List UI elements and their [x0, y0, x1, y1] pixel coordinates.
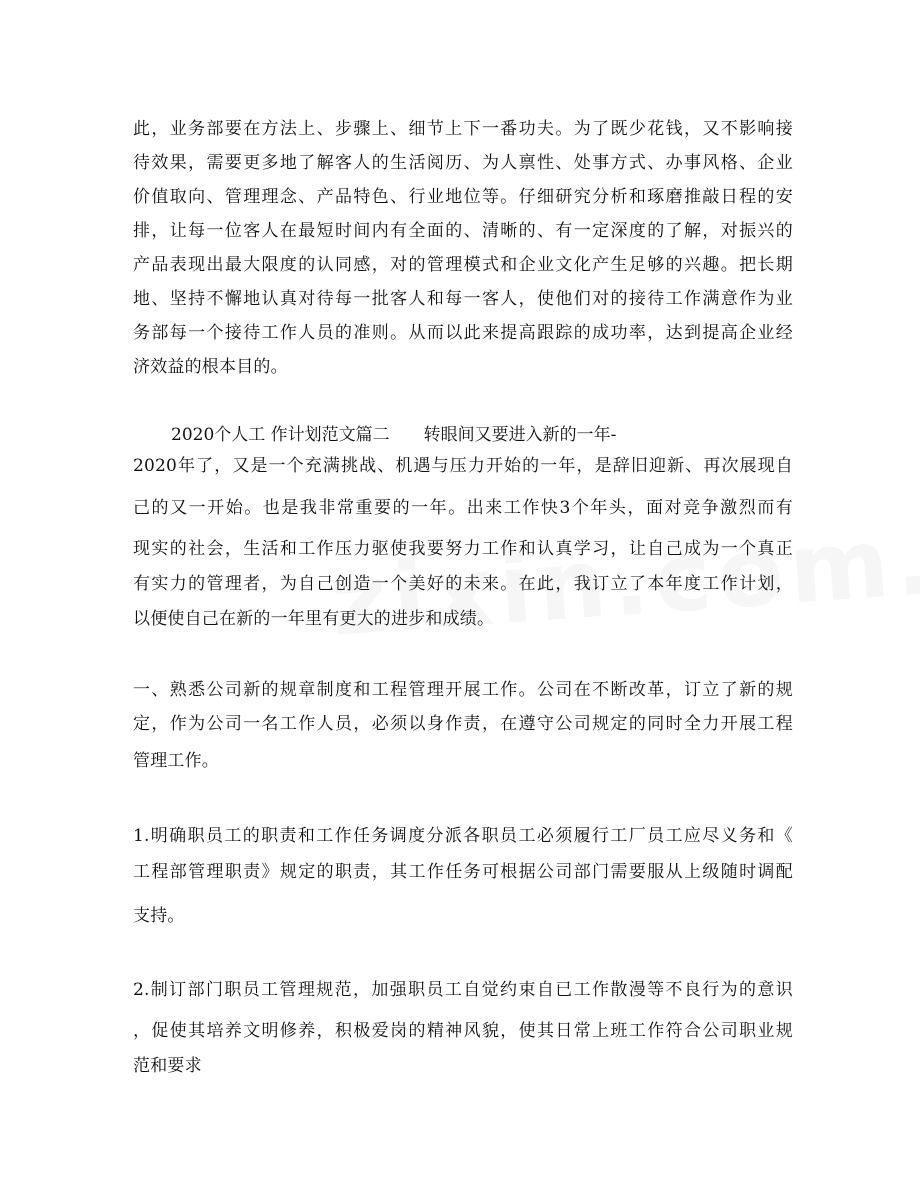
text-line: 务部每一个接待工作人员的准则。从而以此来提高跟踪的成功率，达到提高企业经	[133, 323, 793, 343]
text-line: 地、坚持不懈地认真对待每一批客人和每一客人，使他们对的接待工作满意作为业	[133, 289, 793, 309]
text-line: 2020年了，又是一个充满挑战、机遇与压力开始的一年，是辞旧迎新、再次展现自	[133, 456, 793, 476]
text-line: 价值取向、管理理念、产品特色、行业地位等。仔细研究分析和琢磨推敲日程的安	[133, 187, 793, 207]
text-line: 支持。	[133, 906, 185, 926]
text-line: 排，让每一位客人在最短时间内有全面的、清晰的、有一定深度的了解，对振兴的	[133, 221, 793, 241]
heading-subtitle: 转眼间又要进入新的一年-	[423, 425, 617, 445]
text-line: 2.制订部门职员工管理规范，加强职员工自觉约束自已工作散漫等不良行为的意识	[133, 980, 793, 1000]
text-line: 济效益的根本目的。	[133, 357, 288, 377]
text-line: 管理工作。	[133, 751, 219, 771]
text-line: 此，业务部要在方法上、步骤上、细节上下一番功夫。为了既少花钱，又不影响接	[133, 119, 793, 139]
text-line: 工程部管理职责》规定的职责，其工作任务可根据公司部门需要服从上级随时调配	[133, 862, 793, 882]
section-heading	[171, 424, 616, 446]
text-line: 现实的社会，生活和工作压力驱使我要努力工作和认真学习，让自己成为一个真正	[133, 539, 793, 559]
text-line: 待效果，需要更多地了解客人的生活阅历、为人禀性、处事方式、办事风格、企业	[133, 153, 793, 173]
text-line: 有实力的管理者，为自己创造一个美好的未来。在此，我订立了本年度工作计划，	[133, 574, 793, 594]
text-line: ，促使其培养文明修养，积极爱岗的精神风貌，使其日常上班工作符合公司职业规	[133, 1021, 793, 1041]
text-line: 范和要求	[133, 1056, 202, 1076]
text-line: 1.明确职员工的职责和工作任务调度分派各职员工必须履行工厂员工应尽义务和《	[133, 826, 793, 846]
heading-title: 2020个人工 作计划范文篇二	[171, 425, 390, 445]
text-line: 一、熟悉公司新的规章制度和工程管理开展工作。公司在不断改革，订立了新的规	[133, 680, 793, 700]
text-line: 己的又一开始。也是我非常重要的一年。出来工作快3个年头，面对竞争激烈而有	[133, 498, 793, 518]
text-line: 定，作为公司一名工作人员，必须以身作责，在遵守公司规定的同时全力开展工程	[133, 714, 793, 734]
text-line: 以便使自己在新的一年里有更大的进步和成绩。	[133, 609, 495, 629]
text-line: 产品表现出最大限度的认同感，对的管理模式和企业文化产生足够的兴趣。把长期	[133, 255, 793, 275]
